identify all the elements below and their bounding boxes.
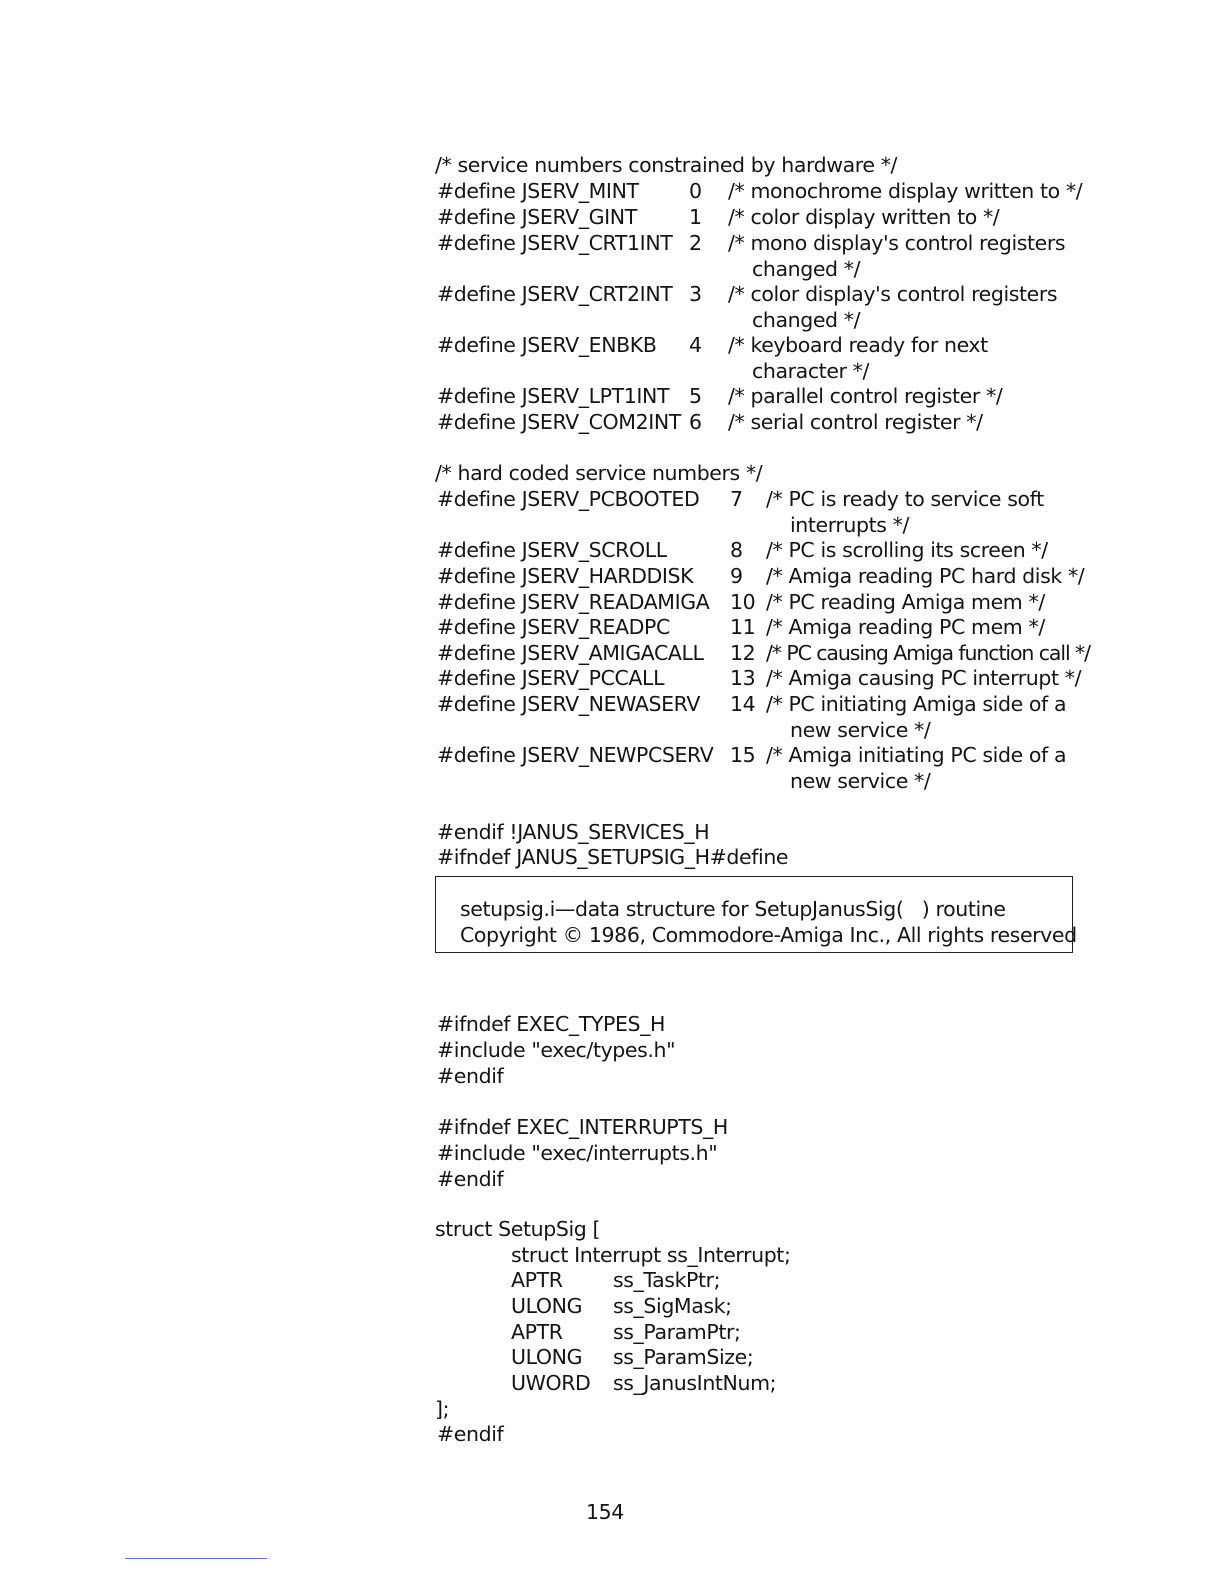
define-name: #define JSERV_SCROLL [437, 538, 667, 562]
define-comment-continuation: character */ [752, 359, 870, 383]
define-value: 3 [689, 282, 702, 306]
define-comment: /* serial control register */ [728, 410, 983, 434]
define-name: #define JSERV_LPT1INT [437, 384, 670, 408]
define-value: 12 [730, 641, 756, 665]
struct-member-type: APTR [511, 1320, 563, 1344]
define-value: 7 [730, 487, 743, 511]
struct-member-interrupt: struct Interrupt ss_Interrupt; [511, 1243, 791, 1267]
define-value: 9 [730, 564, 743, 588]
define-comment-continuation: interrupts */ [790, 513, 910, 537]
section1-comment: /* service numbers constrained by hardware */ [435, 153, 898, 177]
define-value: 4 [689, 333, 702, 357]
ifndef-exec-types: #ifndef EXEC_TYPES_H [437, 1012, 665, 1036]
define-comment: /* color display's control registers [728, 282, 1058, 306]
define-name: #define JSERV_COM2INT [437, 410, 681, 434]
define-comment: /* Amiga causing PC interrupt */ [766, 666, 1082, 690]
define-comment: /* mono display's control registers [728, 231, 1066, 255]
define-comment: /* PC initiating Amiga side of a [766, 692, 1067, 716]
define-name: #define JSERV_CRT1INT [437, 231, 673, 255]
struct-open: struct SetupSig [ [435, 1217, 601, 1241]
endif-services: #endif !JANUS_SERVICES_H [437, 820, 710, 844]
define-value: 0 [689, 179, 702, 203]
define-comment: /* monochrome display written to */ [728, 179, 1083, 203]
include-exec-interrupts: #include "exec/interrupts.h" [437, 1141, 718, 1165]
struct-member-field: ss_TaskPtr; [613, 1268, 721, 1292]
include-exec-types: #include "exec/types.h" [437, 1038, 676, 1062]
file-description: setupsig.i—data structure for SetupJanusSig( ) routine [460, 897, 1006, 921]
define-comment: /* PC causing Amiga function call */ [766, 641, 1090, 665]
define-value: 10 [730, 590, 756, 614]
struct-close: ]; [435, 1397, 450, 1421]
ifndef-setupsig: #ifndef JANUS_SETUPSIG_H#define [437, 845, 789, 869]
define-name: #define JSERV_READPC [437, 615, 670, 639]
struct-member-type: ULONG [511, 1345, 583, 1369]
endif-setupsig: #endif [437, 1422, 504, 1446]
endif-exec-interrupts: #endif [437, 1167, 504, 1191]
define-comment: /* Amiga initiating PC side of a [766, 743, 1067, 767]
define-value: 2 [689, 231, 702, 255]
define-comment: /* PC is ready to service soft [766, 487, 1044, 511]
define-value: 11 [730, 615, 756, 639]
define-comment: /* Amiga reading PC mem */ [766, 615, 1045, 639]
struct-member-field: ss_ParamSize; [613, 1345, 754, 1369]
define-value: 8 [730, 538, 743, 562]
define-value: 13 [730, 666, 756, 690]
define-name: #define JSERV_CRT2INT [437, 282, 673, 306]
define-name: #define JSERV_NEWPCSERV [437, 743, 714, 767]
define-name: #define JSERV_ENBKB [437, 333, 657, 357]
page-number: 154 [586, 1500, 624, 1524]
struct-member-type: ULONG [511, 1294, 583, 1318]
define-comment: /* PC is scrolling its screen */ [766, 538, 1048, 562]
define-comment: /* keyboard ready for next [728, 333, 988, 357]
struct-member-field: ss_ParamPtr; [613, 1320, 741, 1344]
define-value: 14 [730, 692, 756, 716]
section2-comment: /* hard coded service numbers */ [435, 461, 763, 485]
define-name: #define JSERV_READAMIGA [437, 590, 710, 614]
footer-rule [125, 1558, 267, 1559]
define-name: #define JSERV_MINT [437, 179, 639, 203]
define-value: 15 [730, 743, 756, 767]
copyright-notice: Copyright © 1986, Commodore-Amiga Inc., All rights reserved [460, 923, 1077, 947]
define-comment-continuation: new service */ [790, 769, 931, 793]
define-comment: /* parallel control register */ [728, 384, 1003, 408]
define-value: 6 [689, 410, 702, 434]
define-value: 1 [689, 205, 702, 229]
define-comment: /* PC reading Amiga mem */ [766, 590, 1045, 614]
define-comment: /* Amiga reading PC hard disk */ [766, 564, 1085, 588]
struct-member-field: ss_SigMask; [613, 1294, 732, 1318]
ifndef-exec-interrupts: #ifndef EXEC_INTERRUPTS_H [437, 1115, 728, 1139]
define-comment: /* color display written to */ [728, 205, 1000, 229]
define-comment-continuation: changed */ [752, 257, 861, 281]
define-comment-continuation: new service */ [790, 718, 931, 742]
struct-member-type: UWORD [511, 1371, 591, 1395]
struct-member-field: ss_JanusIntNum; [613, 1371, 777, 1395]
define-value: 5 [689, 384, 702, 408]
file-header-box [435, 876, 1077, 953]
define-name: #define JSERV_GINT [437, 205, 637, 229]
define-name: #define JSERV_PCBOOTED [437, 487, 700, 511]
define-name: #define JSERV_AMIGACALL [437, 641, 704, 665]
define-name: #define JSERV_PCCALL [437, 666, 665, 690]
define-comment-continuation: changed */ [752, 308, 861, 332]
endif-exec-types: #endif [437, 1064, 504, 1088]
define-name: #define JSERV_HARDDISK [437, 564, 694, 588]
struct-member-type: APTR [511, 1268, 563, 1292]
define-name: #define JSERV_NEWASERV [437, 692, 701, 716]
